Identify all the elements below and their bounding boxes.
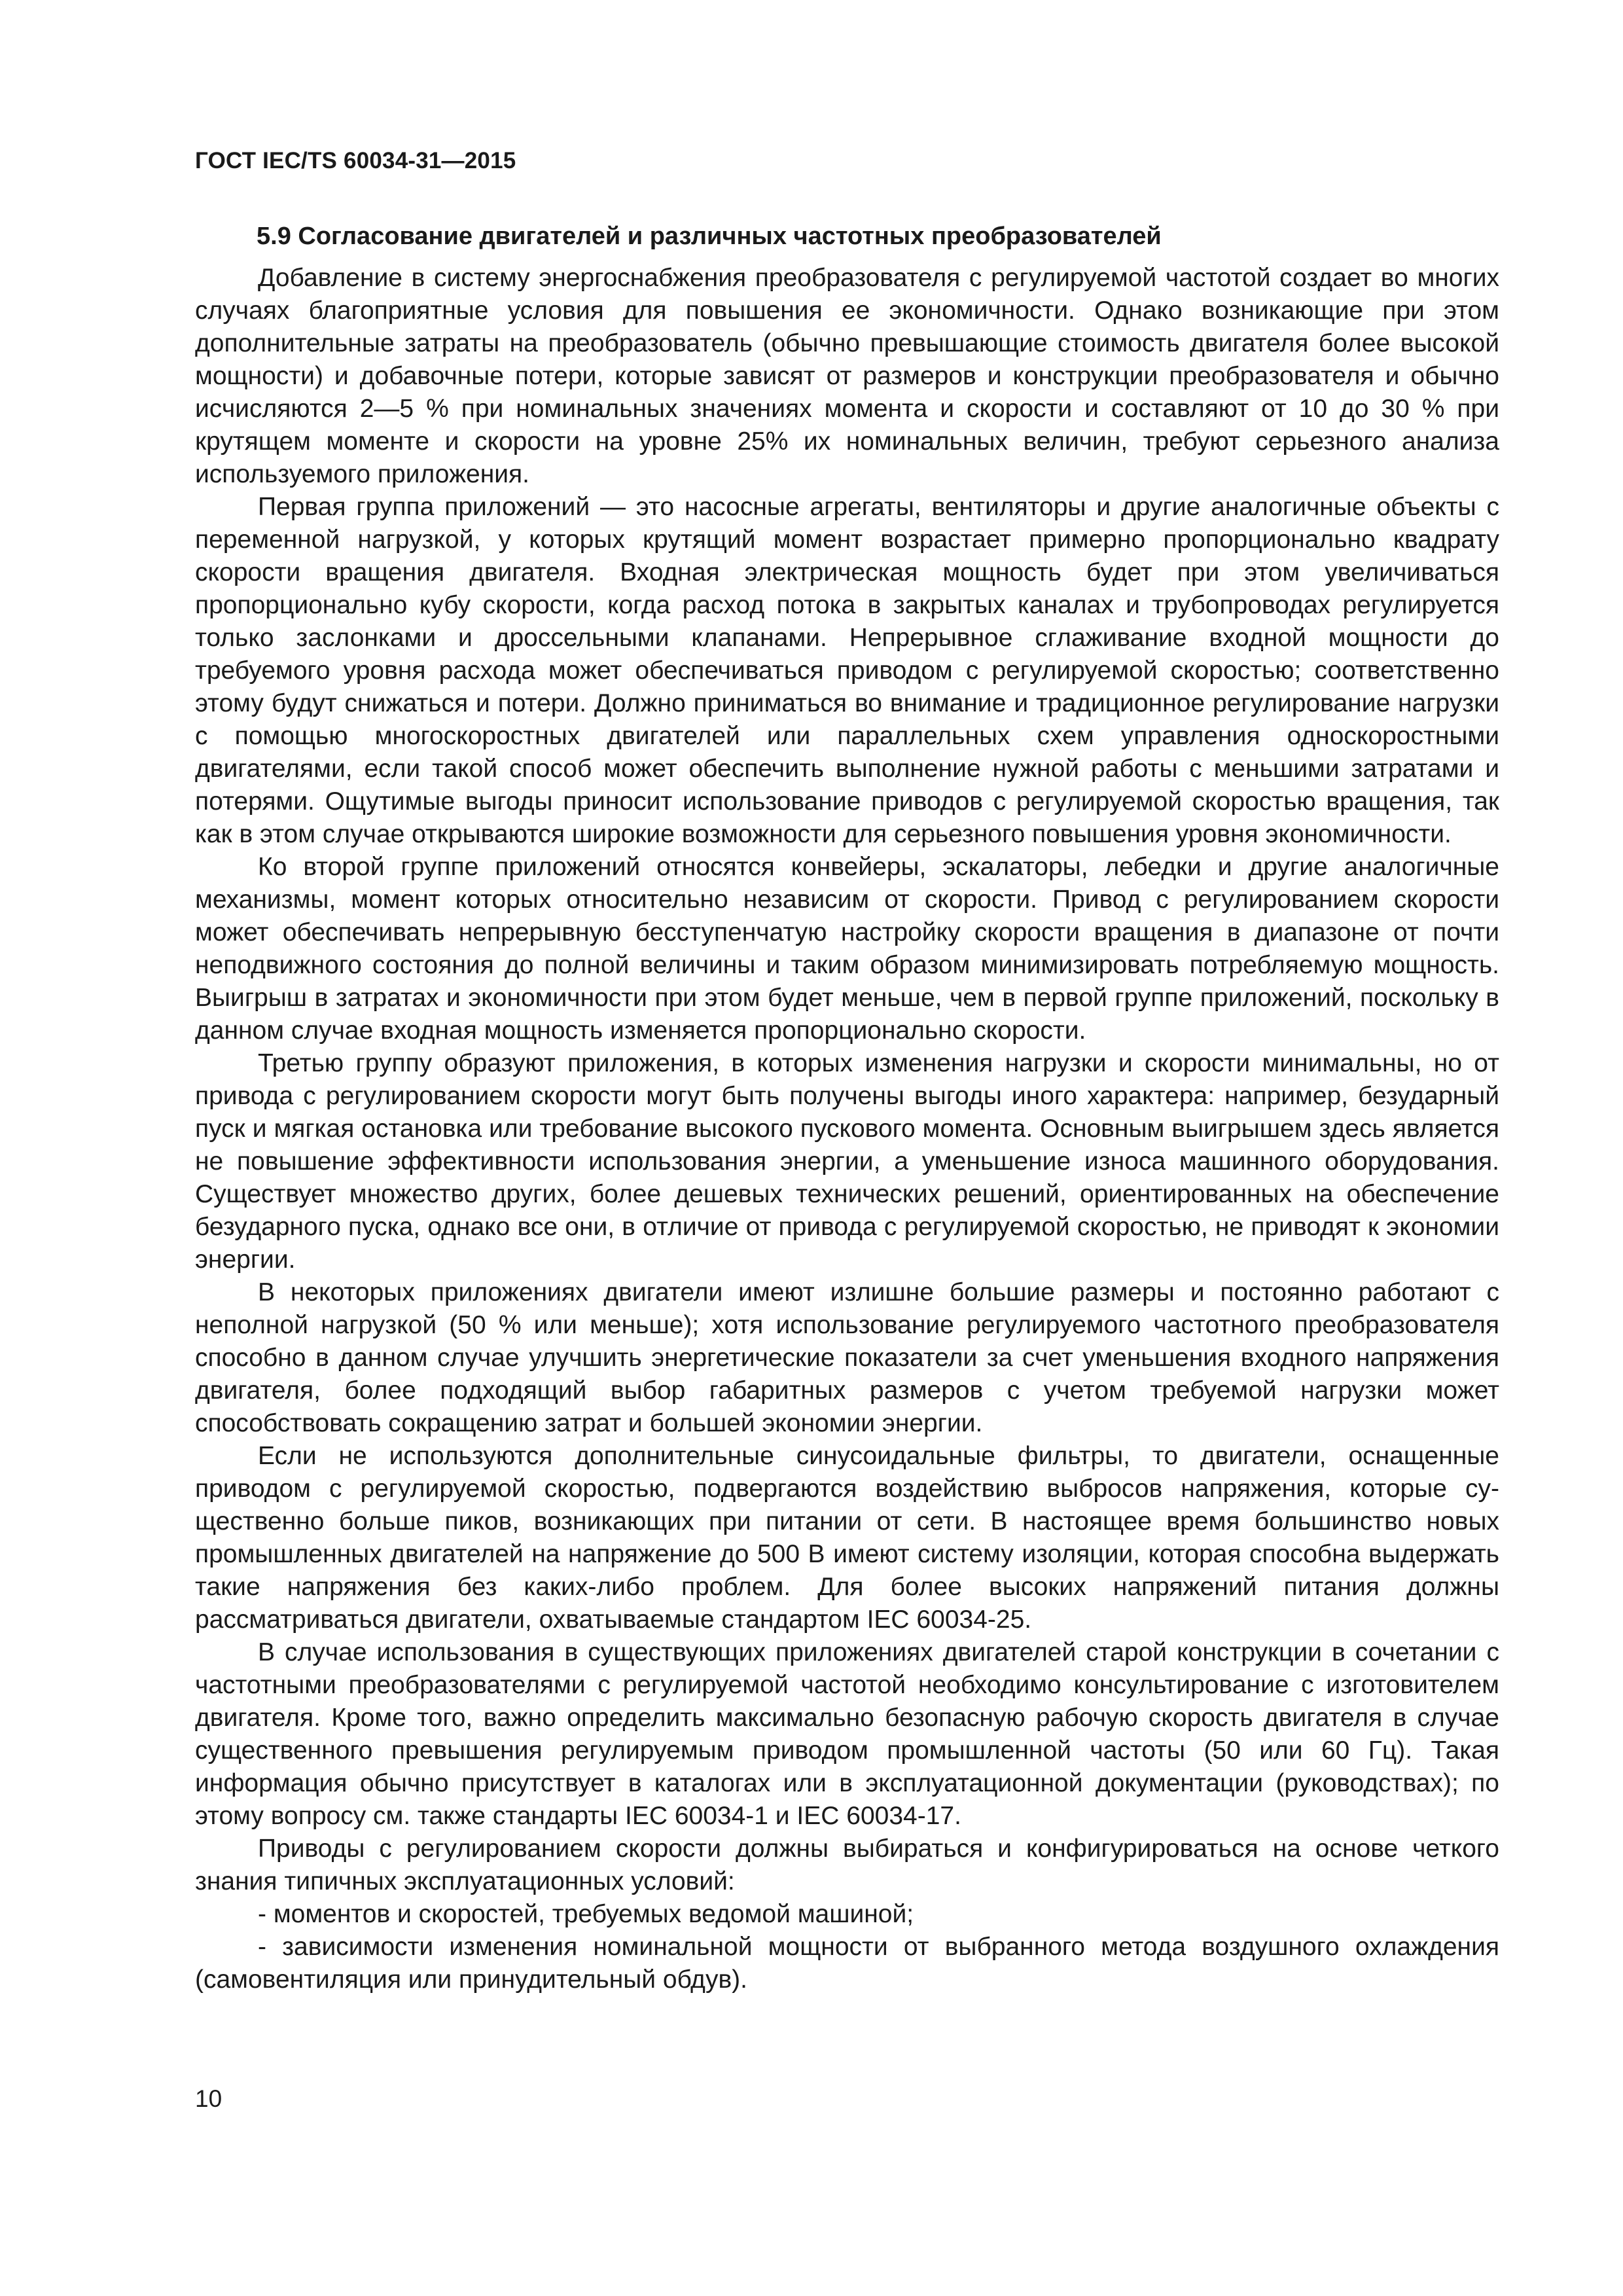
paragraph: В некоторых приложениях двигатели имеют излишне большие размеры и постоянно работают с неполной нагрузкой (50 % или меньше); хотя использование регулируемого частотного преобразователя способно в данном случае улучшить энергетические показатели за счет уменьшения входного напряжения двигателя, более подходящий выбор габаритных размеров с учетом требуемой нагрузки может способствовать сокращению затрат и большей экономии энергии. — [195, 1278, 1499, 1437]
paragraph: Ко второй группе приложений относятся конвейеры, эскалаторы, лебедки и другие аналогичные механизмы, момент которых относительно независим от скорости. Привод с регулированием скорости может обеспечивать непрерывную бесступенчатую настройку скорости вращения в диапазоне от почти неподвижного состояния до полной величины и таким образом минимизировать потребляемую мощность. Выигрыш в затратах и экономичности при этом будет меньше, чем в первой группе приложений, поскольку в данном случае входная мощность изменяется пропорционально скорости. — [195, 853, 1499, 1045]
list-item: - зависимости изменения номинальной мощности от выбранного метода воздушного охлаждения (самовентиляция или принудительный обдув). — [195, 1933, 1499, 1994]
document-header: ГОСТ IEC/TS 60034-31—2015 — [195, 148, 516, 173]
paragraph: Первая группа приложений — это насосные агрегаты, вентиляторы и другие аналогичные объекты с переменной нагрузкой, у которых крутящий момент возрастает примерно пропорционально квадрату скорости вращения двигателя. Входная электрическая мощность будет при этом увеличиваться пропорционально кубу скорости, когда расход потока в закрытых каналах и трубопроводах регулируется только заслонками и дроссельными клапанами. Непрерывное сглаживание входной мощности до требуемого уровня расхода может обеспечиваться приводом с регулируемой скоростью; соответственно этому будут снижаться и потери. Должно приниматься во внимание и традиционное регулирование нагрузки с помощью многоскоростных двигателей или параллельных схем управления односкоростными двигателями, если такой способ может обеспечить выполнение нужной работы с меньшими затратами и потерями. Ощутимые выгоды приносит использование приводов с регулируемой скоростью вращения, так как в этом случае открываются широкие возможности для серьезного повышения уровня экономичности. — [195, 493, 1499, 848]
paragraph: Третью группу образуют приложения, в которых изменения нагрузки и скорости минимальны, но от привода с регулированием скорости могут быть получены выгоды иного характера: например, безударный пуск и мягкая остановка или требование высокого пускового момента. Основным выигрышем здесь является не повышение эффективности использования энергии, а уменьшение износа машинного оборудования. Существует множество других, более дешевых технических решений, ориентированных на обеспечение безударного пуска, однако все они, в отличие от привода с регулируемой скоростью, не приводят к экономии энергии. — [195, 1049, 1499, 1274]
paragraph: Приводы с регулированием скорости должны выбираться и конфигурироваться на основе четкого знания типичных эксплуатационных условий: — [195, 1835, 1499, 1895]
page-content — [195, 220, 1499, 1996]
paragraph: В случае использования в существующих приложениях двигателей старой конструкции в сочетании с частотными преобразователями с регулируемой частотой необходимо консультирование с изготовителем двигателя. Кроме того, важно определить максимально безопасную рабочую скорость двигателя в случае существенного превышения регулируемым приводом промышленной частоты (50 или 60 Гц). Такая информация обычно присутствует в каталогах или в эксплуатационной документации (руководствах); по этому вопросу см. также стандарты IEC 60034-1 и IEC 60034-17. — [195, 1638, 1499, 1830]
paragraph: Добавление в систему энергоснабжения преобразователя с регулируемой частотой создает во многих случаях благоприятные условия для повышения ее экономичности. Однако возникающие при этом дополнительные затраты на преобразователь (обычно превышающие стоимость двигателя более высокой мощности) и добавочные потери, которые зависят от размеров и конструкции преобразователя и обычно исчисляются 2—5 % при номинальных значениях момента и скорости и составляют от 10 до 30 % при крутящем моменте и скорости на уровне 25% их номинальных величин, требуют серьезного анализа используемого приложения. — [195, 264, 1499, 488]
paragraph: Если не используются дополнительные синусоидальные фильтры, то двигатели, оснащенные приводом с регулируемой скоростью, подвергаются воздействию выбросов напряжения, которые существенно больше пиков, возникающих при питании от сети. В настоящее время большинство новых промышленных двигателей на напряжение до 500 В имеют систему изоляции, которая способна выдержать такие напряжения без каких-либо проблем. Для более высоких напряжений питания должны рассматриваться двигатели, охватываемые стандартом IEC 60034-25. — [195, 1442, 1499, 1634]
page-number: 10 — [195, 2085, 223, 2112]
section-title: 5.9 Согласование двигателей и различных частотных преобразователей — [257, 223, 1162, 250]
list-item: - моментов и скоростей, требуемых ведомой машиной; — [258, 1900, 914, 1928]
